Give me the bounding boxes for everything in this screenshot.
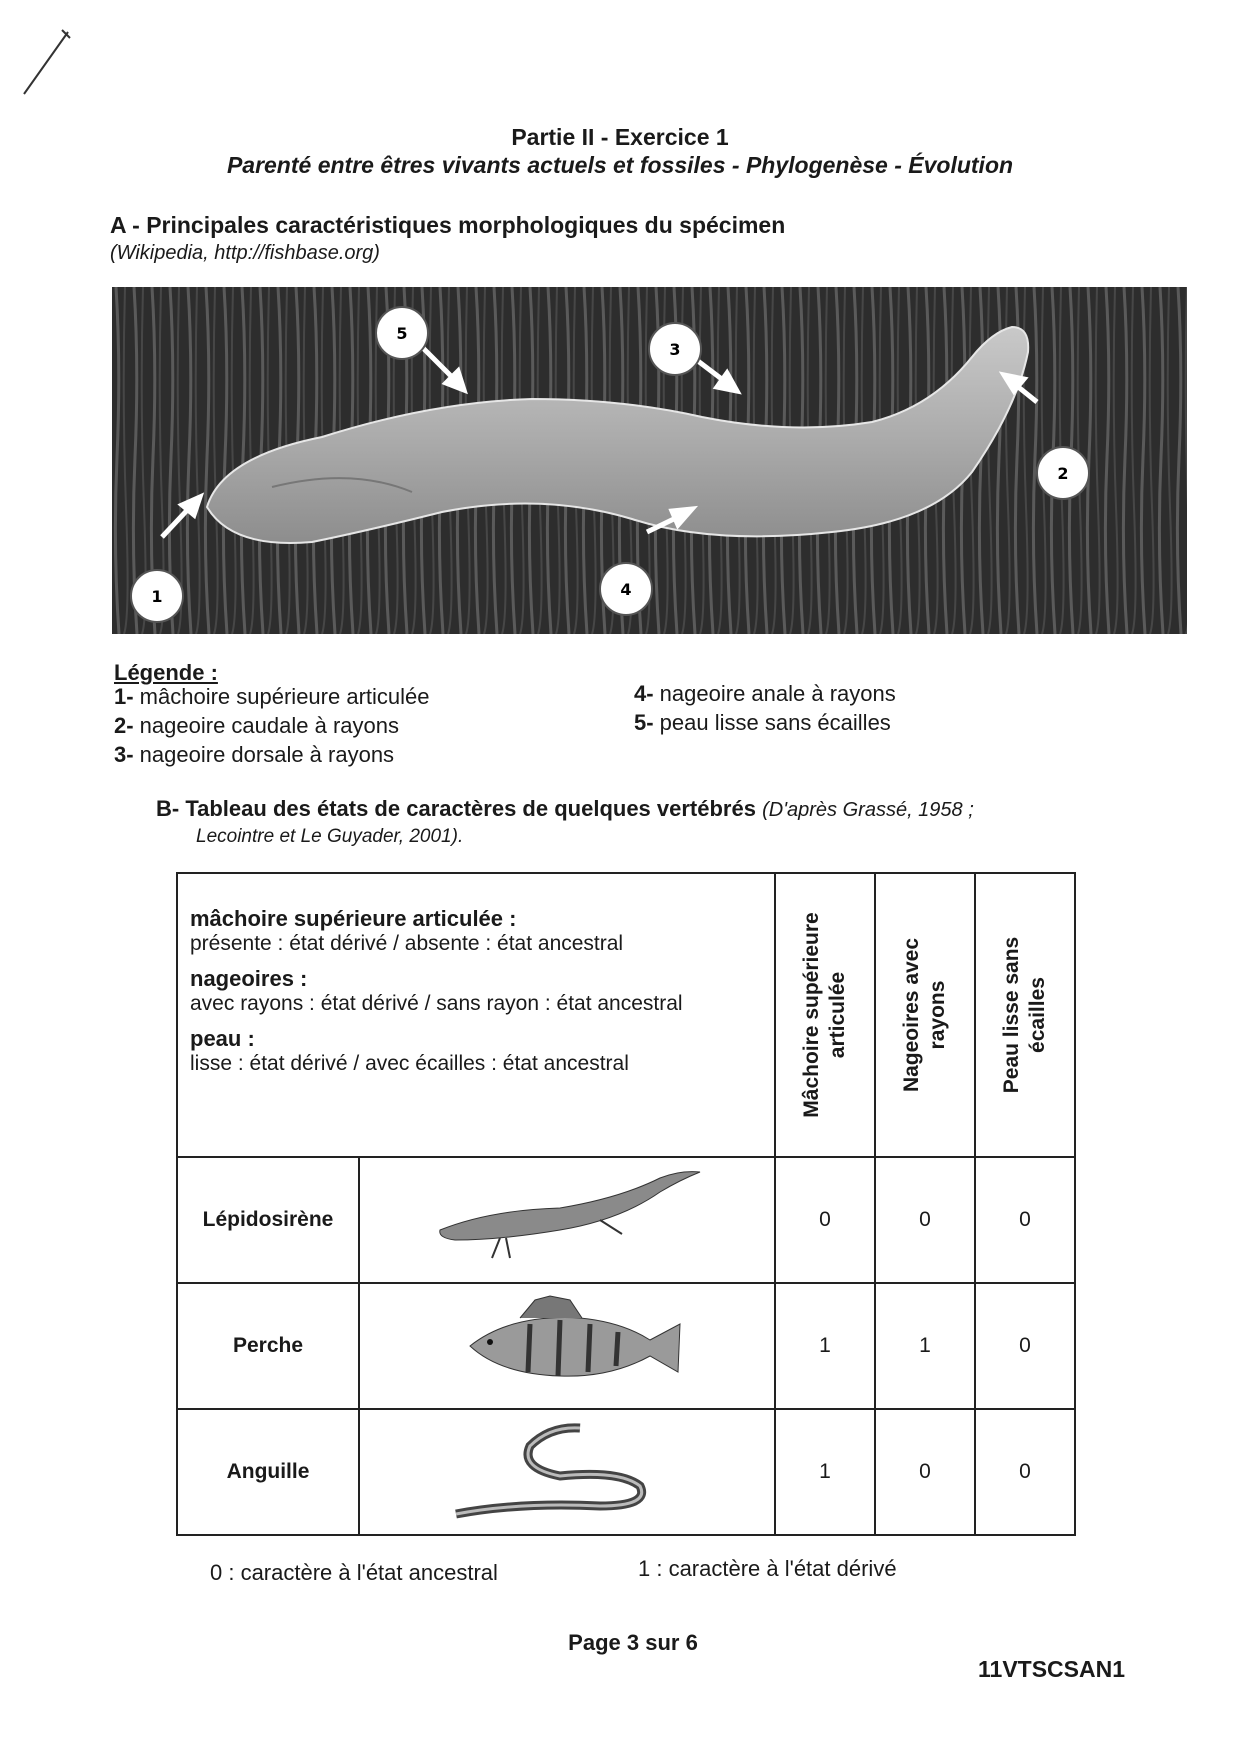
legend-title: Légende : — [114, 660, 218, 685]
criteria-text: avec rayons : état dérivé / sans rayon : état ancestral — [190, 992, 683, 1015]
page-number: Page 3 sur 6 — [568, 1630, 698, 1655]
cell-value: 0 — [775, 1157, 875, 1283]
table-header-row — [177, 873, 1075, 1157]
criteria-heading: peau : — [190, 1026, 255, 1051]
table-row — [177, 1283, 1075, 1409]
page-title: Partie II - Exercice 1 — [511, 124, 729, 150]
cell-value: 1 — [775, 1283, 875, 1409]
legend-item-1: 1- mâchoire supérieure articulée — [114, 684, 430, 709]
key-ancestral: 0 : caractère à l'état ancestral — [210, 1560, 498, 1585]
table-row — [177, 1157, 1075, 1283]
svg-text:3: 3 — [669, 340, 681, 359]
cell-value: 0 — [975, 1283, 1075, 1409]
section-b-title: B- Tableau des états de caractères de quelques vertébrés (D'après Grassé, 1958 ; — [156, 796, 974, 821]
col-header-peau: Peau lisse sans écailles — [975, 873, 1075, 1157]
criteria-text: présente : état dérivé / absente : état ancestral — [190, 932, 624, 955]
section-a-source: (Wikipedia, http://fishbase.org) — [110, 242, 380, 264]
svg-text:4: 4 — [620, 580, 632, 599]
col-header-machoire: Mâchoire supérieure articulée — [775, 873, 875, 1157]
marker-3 — [649, 323, 701, 375]
legend-item-5: 5- peau lisse sans écailles — [634, 710, 891, 735]
criteria-cell — [177, 873, 775, 1157]
cell-value: 0 — [875, 1157, 975, 1283]
cell-value: 0 — [875, 1409, 975, 1535]
species-name: Perche — [177, 1283, 359, 1409]
page-subtitle: Parenté entre êtres vivants actuels et fossiles - Phylogenèse - Évolution — [226, 152, 1014, 178]
cell-value: 1 — [875, 1283, 975, 1409]
cell-value: 1 — [775, 1409, 875, 1535]
cell-value: 0 — [975, 1157, 1075, 1283]
species-name: Lépidosirène — [177, 1157, 359, 1283]
species-name: Anguille — [177, 1409, 359, 1535]
marker-1 — [131, 570, 183, 622]
cell-value: 0 — [975, 1409, 1075, 1535]
document-code: 11VTSCSAN1 — [978, 1656, 1126, 1682]
specimen-photo — [112, 287, 1187, 634]
criteria-heading: mâchoire supérieure articulée : — [190, 906, 517, 931]
lepidosiren-image — [359, 1157, 775, 1283]
col-header-nageoires: Nageoires avec rayons — [875, 873, 975, 1157]
perch-image — [359, 1283, 775, 1409]
key-derived: 1 : caractère à l'état dérivé — [638, 1556, 897, 1581]
marker-5 — [376, 307, 428, 359]
legend-item-2: 2- nageoire caudale à rayons — [114, 713, 399, 738]
marker-2 — [1037, 447, 1089, 499]
legend-item-4: 4- nageoire anale à rayons — [634, 681, 896, 706]
pen-mark — [18, 28, 78, 100]
criteria-text: lisse : état dérivé / avec écailles : état ancestral — [190, 1052, 629, 1075]
table-row — [177, 1409, 1075, 1535]
eel-image — [359, 1409, 775, 1535]
character-states-table — [176, 872, 1076, 1536]
svg-text:1: 1 — [151, 587, 163, 606]
marker-4 — [600, 563, 652, 615]
section-a-title: A - Principales caractéristiques morphologiques du spécimen — [110, 212, 786, 238]
section-b-source: Lecointre et Le Guyader, 2001). — [196, 826, 464, 847]
legend-item-3: 3- nageoire dorsale à rayons — [114, 742, 395, 767]
svg-text:5: 5 — [396, 324, 408, 343]
svg-text:2: 2 — [1057, 464, 1069, 483]
criteria-heading: nageoires : — [190, 966, 308, 991]
